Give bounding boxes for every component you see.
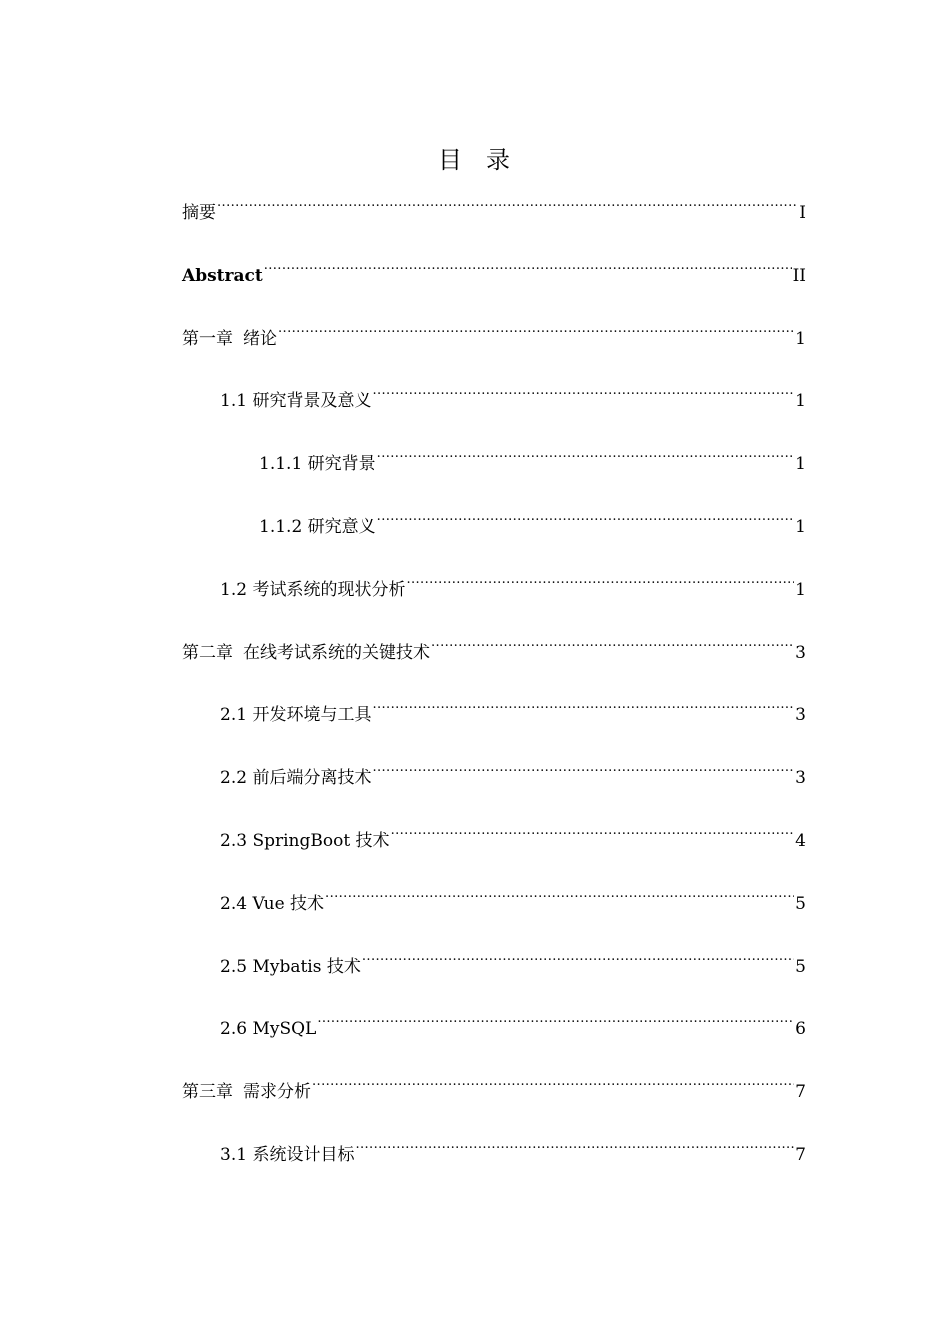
toc-entry-label [182, 320, 277, 358]
toc-entry-page: 1 [795, 579, 806, 600]
toc-leader-dots [377, 449, 795, 469]
toc-entry-1-1[interactable] [182, 382, 806, 445]
page-title-part1: 目 [438, 146, 464, 174]
toc-entry-page: 3 [795, 705, 806, 726]
toc-entry-label: 2.1 开发环境与工具 [220, 705, 372, 726]
toc-leader-dots [372, 386, 794, 406]
toc-entry-2-5[interactable] [182, 948, 806, 1011]
toc-entry-label: 1.1.2 研究意义 [259, 516, 376, 537]
toc-entry-chapter-2[interactable] [182, 634, 806, 697]
toc-leader-dots [312, 1077, 794, 1097]
toc-leader-dots [372, 700, 794, 720]
toc-entry-page: 5 [795, 893, 806, 914]
toc-entry-abstract-en[interactable] [182, 257, 806, 320]
toc-leader-dots [372, 763, 794, 783]
toc-entry-label: 2.2 前后端分离技术 [220, 768, 372, 789]
page-title-part2: 录 [486, 146, 512, 174]
toc-entry-1-1-1[interactable] [182, 445, 806, 508]
toc-entry-page: 7 [795, 1144, 806, 1165]
toc-entry-page: 1 [795, 454, 806, 475]
toc-entry-page: 3 [795, 768, 806, 789]
toc-entry-page: 1 [795, 328, 806, 349]
toc-entry-2-1[interactable] [182, 696, 806, 759]
toc-leader-dots [377, 512, 795, 532]
toc-entry-abstract-cn[interactable] [182, 194, 806, 257]
toc-entry-page: 4 [795, 830, 806, 851]
toc-entry-label: 1.2 考试系统的现状分析 [220, 579, 406, 600]
chapter-title: 在线考试系统的关键技术 [243, 642, 430, 663]
toc-leader-dots [362, 952, 794, 972]
toc-entry-page: 1 [795, 391, 806, 412]
toc-entry-2-6[interactable] [182, 1010, 806, 1073]
toc-entry-page: 3 [795, 642, 806, 663]
toc-entry-page: 5 [795, 956, 806, 977]
toc-leader-dots [431, 638, 794, 658]
toc-entry-label: 1.1 研究背景及意义 [220, 391, 372, 412]
toc-entry-label: 2.3 SpringBoot 技术 [220, 830, 390, 851]
chapter-number: 第二章 [182, 642, 233, 663]
toc-entry-label: 2.6 MySQL [220, 1019, 317, 1040]
toc-entry-label: 1.1.1 研究背景 [259, 454, 376, 475]
toc-leader-dots [264, 261, 792, 281]
toc-leader-dots [406, 575, 794, 595]
chapter-title: 需求分析 [243, 1082, 311, 1103]
toc-leader-dots [317, 1014, 794, 1034]
toc-entry-label: 2.4 Vue 技术 [220, 893, 325, 914]
toc-entry-2-3[interactable] [182, 822, 806, 885]
toc-entry-page: I [799, 203, 806, 223]
page-title [0, 140, 950, 180]
toc-entry-page: 1 [795, 516, 806, 537]
chapter-title: 绪论 [243, 328, 277, 349]
toc-entry-page: 6 [795, 1019, 806, 1040]
toc-entry-chapter-3[interactable] [182, 1073, 806, 1136]
toc-entry-label: 摘要 [182, 203, 216, 223]
toc-entry-3-1[interactable] [182, 1136, 806, 1199]
toc-entry-chapter-1[interactable] [182, 320, 806, 383]
toc-entry-page: II [792, 265, 806, 286]
toc-leader-dots [325, 889, 794, 909]
toc-entry-label [182, 634, 430, 672]
toc-entry-1-1-2[interactable] [182, 508, 806, 571]
toc-entry-1-2[interactable] [182, 571, 806, 634]
toc-entry-2-4[interactable] [182, 885, 806, 948]
toc-entry-label: Abstract [182, 265, 263, 286]
toc-leader-dots [355, 1140, 794, 1160]
toc-leader-dots [391, 826, 795, 846]
table-of-contents [182, 194, 806, 1199]
toc-entry-2-2[interactable] [182, 759, 806, 822]
toc-leader-dots [278, 324, 794, 344]
toc-entry-label: 2.5 Mybatis 技术 [220, 956, 361, 977]
toc-entry-label: 3.1 系统设计目标 [220, 1144, 355, 1165]
toc-leader-dots [217, 198, 798, 218]
toc-entry-page: 7 [795, 1082, 806, 1103]
toc-entry-label [182, 1073, 311, 1111]
chapter-number: 第一章 [182, 328, 233, 349]
chapter-number: 第三章 [182, 1082, 233, 1103]
